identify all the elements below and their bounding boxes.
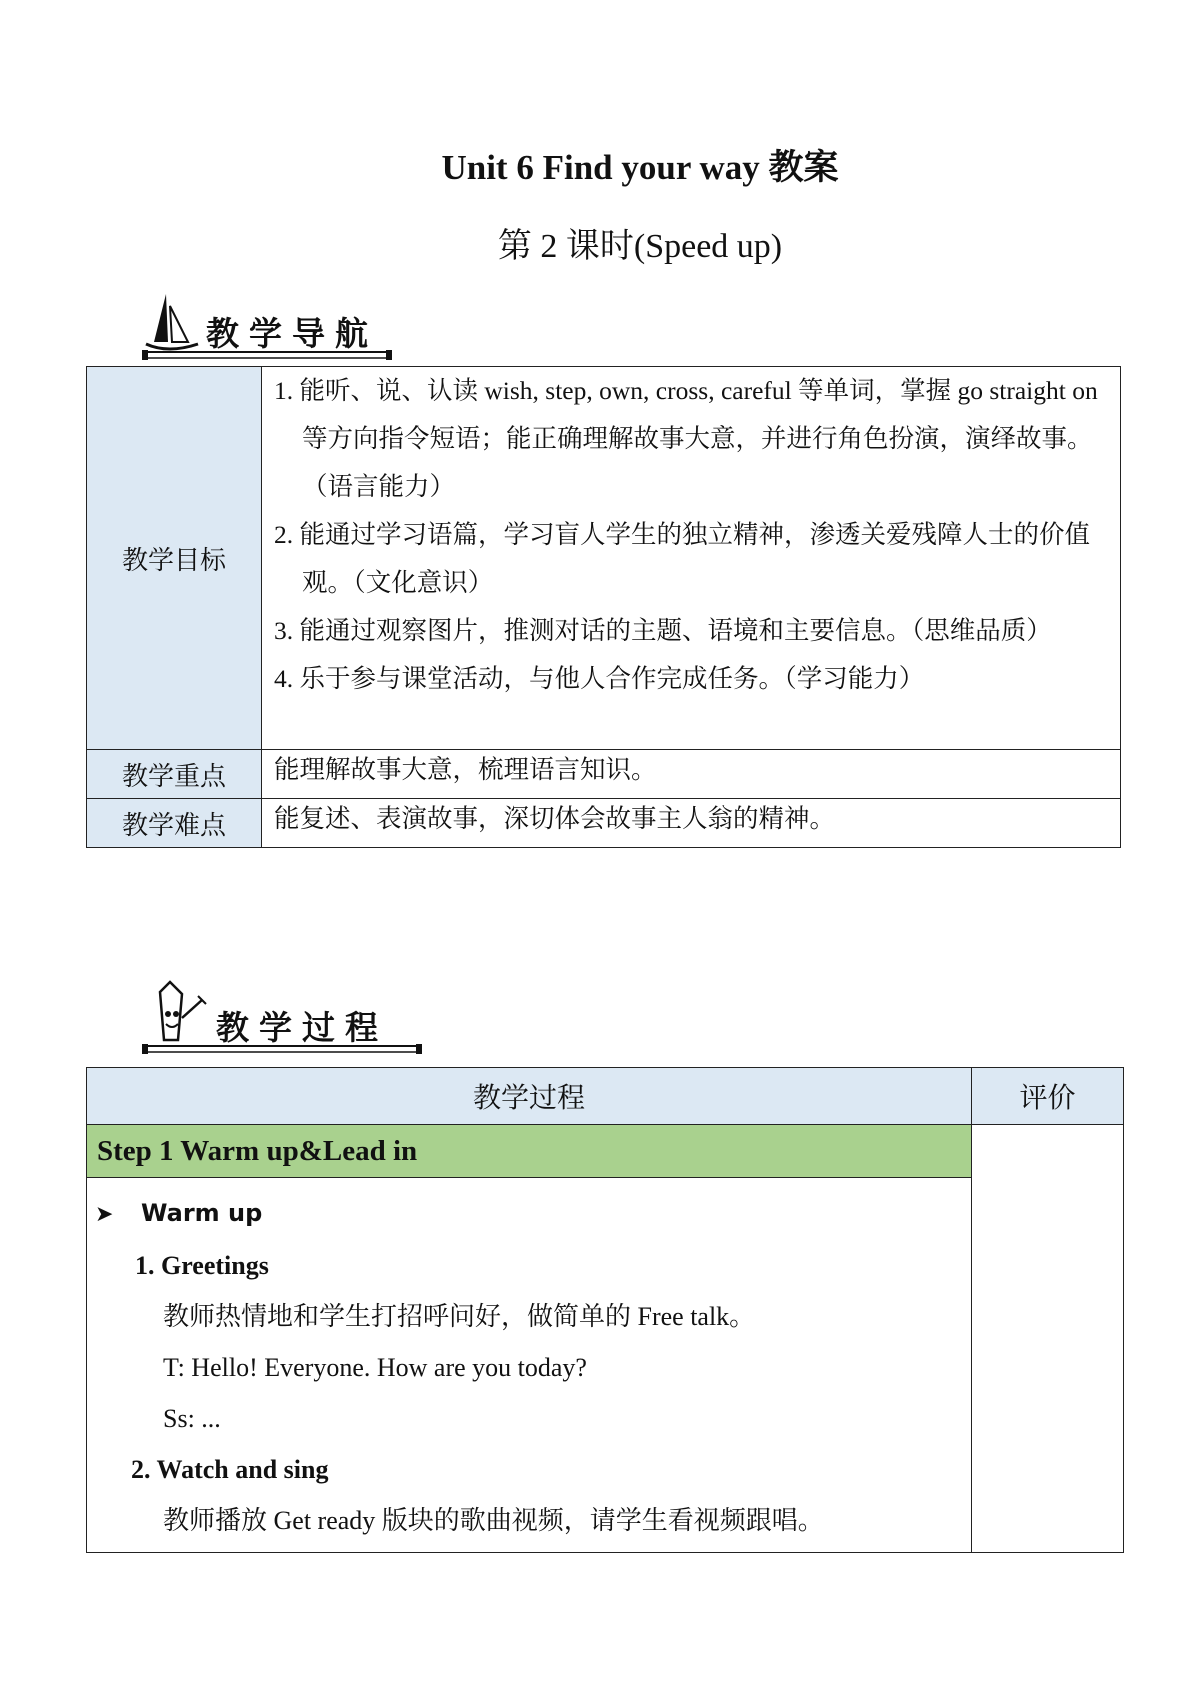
evaluation-column-header: 评价	[972, 1068, 1124, 1125]
watch-sing-description: 教师播放 Get ready 版块的歌曲视频，请学生看视频跟唱。	[163, 1506, 824, 1535]
process-banner	[138, 978, 428, 1064]
bullet-item	[95, 1188, 963, 1240]
key-points-label: 教学重点	[87, 750, 262, 799]
objective-item: 2. 能通过学习语篇，学习盲人学生的独立精神，渗透关爱残障人士的价值观。（文化意识）	[274, 520, 1091, 597]
page-title: Unit 6 Find your way 教案	[441, 148, 839, 187]
teaching-goals-table	[86, 366, 1121, 848]
process-header-row	[87, 1068, 1124, 1125]
step1-row	[87, 1125, 1124, 1178]
objective-item: 4. 乐于参与课堂活动，与他人合作完成任务。（学习能力）	[274, 664, 925, 693]
evaluation-cell	[972, 1125, 1124, 1553]
guide-banner	[138, 288, 398, 368]
student-line: Ss: ...	[163, 1404, 221, 1433]
teacher-line: T: Hello! Everyone. How are you today?	[163, 1353, 587, 1382]
page-subtitle: 第 2 课时(Speed up)	[497, 228, 783, 265]
greetings-title: 1. Greetings	[135, 1251, 269, 1280]
step1-title: Step 1 Warm up&Lead in	[87, 1125, 972, 1178]
greetings-description: 教师热情地和学生打招呼问好，做简单的 Free talk。	[163, 1302, 756, 1331]
arrow-bullet-icon: ➤	[95, 1202, 114, 1227]
objectives-row	[87, 367, 1121, 750]
process-column-header: 教学过程	[87, 1068, 972, 1125]
objectives-content	[262, 367, 1121, 750]
step1-body-row	[87, 1178, 1124, 1553]
teaching-process-table	[86, 1067, 1124, 1553]
objectives-label: 教学目标	[87, 367, 262, 750]
difficult-points-row	[87, 799, 1121, 848]
process-banner-label: 教学过程	[216, 1008, 388, 1047]
objective-item: 3. 能通过观察图片，推测对话的主题、语境和主要信息。（思维品质）	[274, 616, 1052, 645]
watch-sing-title: 2. Watch and sing	[131, 1455, 329, 1484]
difficult-points-label: 教学难点	[87, 799, 262, 848]
bullet-label: Warm up	[141, 1199, 263, 1227]
key-points-row	[87, 750, 1121, 799]
difficult-points-text: 能复述、表演故事，深切体会故事主人翁的精神。	[262, 799, 1121, 848]
key-points-text: 能理解故事大意，梳理语言知识。	[262, 750, 1121, 799]
guide-banner-label: 教学导航	[206, 314, 378, 353]
step1-body	[87, 1178, 972, 1553]
objective-item: 1. 能听、说、认读 wish, step, own, cross, careful 等单词，掌握 go straight on 等方向指令短语；能正确理解故事大意，并进行角色扮演，演绎故事。（语言能力）	[274, 376, 1098, 501]
